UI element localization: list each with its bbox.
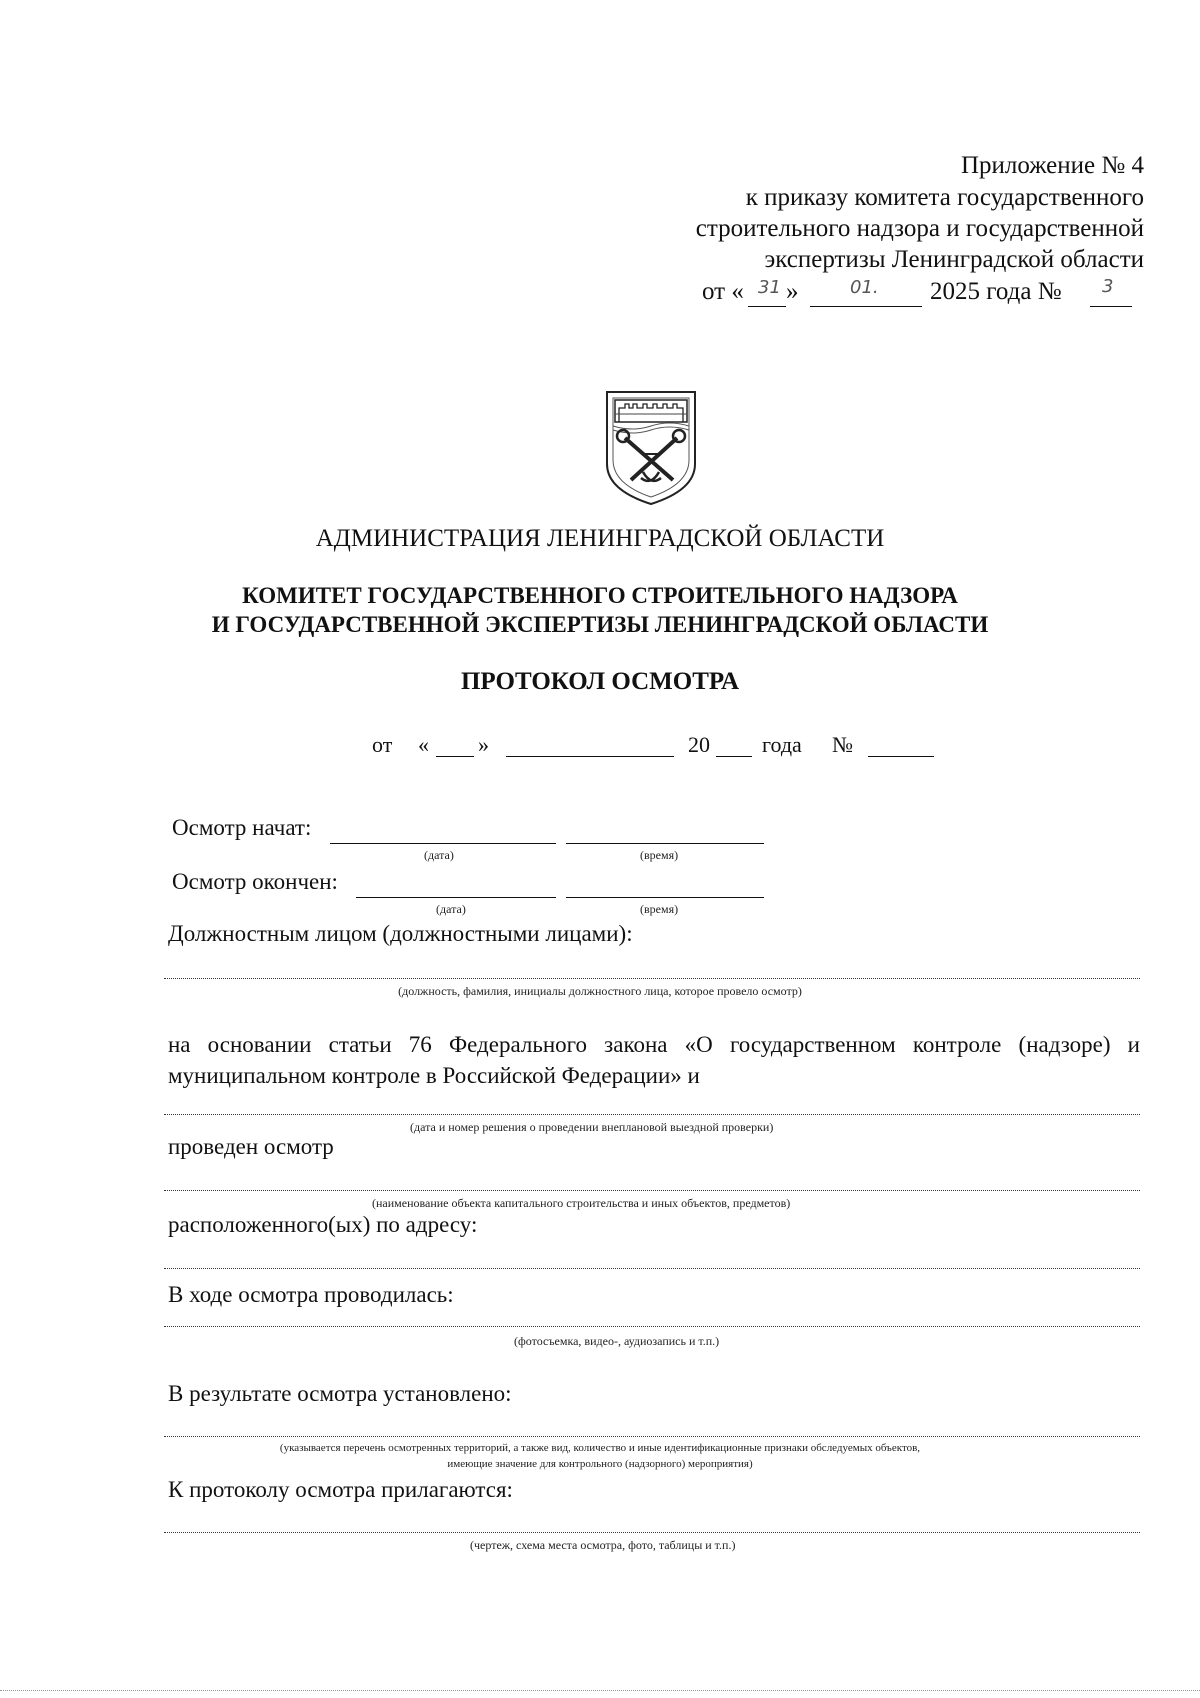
officials-blank[interactable] — [164, 978, 1140, 979]
appendix-from-open: от « — [702, 278, 744, 305]
date-quote-close: » — [478, 732, 489, 757]
started-time-blank[interactable] — [566, 843, 764, 844]
recording-blank[interactable] — [164, 1326, 1140, 1327]
month-blank[interactable] — [506, 756, 674, 757]
recording-label: В ходе осмотра проводилась: — [168, 1282, 454, 1307]
result-blank[interactable] — [164, 1436, 1140, 1437]
decision-blank[interactable] — [164, 1114, 1140, 1115]
started-time-caption: (время) — [640, 848, 679, 862]
started-date-caption: (дата) — [424, 848, 454, 862]
day-blank[interactable] — [436, 756, 474, 757]
attachments-label: К протоколу осмотра прилагаются: — [168, 1477, 513, 1502]
decision-caption: (дата и номер решения о проведении внеплановой выездной проверки) — [410, 1120, 774, 1134]
ended-label: Осмотр окончен: — [172, 869, 338, 894]
address-blank[interactable] — [164, 1268, 1140, 1269]
date-number-sign: № — [832, 732, 853, 757]
appendix-year-number: 2025 года № — [930, 278, 1062, 305]
object-blank[interactable] — [164, 1190, 1140, 1191]
started-label: Осмотр начат: — [172, 815, 312, 840]
committee-heading-line-1: КОМИТЕТ ГОСУДАРСТВЕННОГО СТРОИТЕЛЬНОГО НАДЗОРА — [242, 583, 958, 608]
conducted-label: проведен осмотр — [168, 1134, 334, 1159]
attachments-caption: (чертеж, схема места осмотра, фото, таблицы и т.п.) — [470, 1538, 736, 1552]
ended-time-blank[interactable] — [566, 897, 764, 898]
appendix-line-4: экспертизы Ленинградской области — [764, 246, 1144, 273]
appendix-number-handwritten: 3 — [1102, 276, 1114, 297]
administration-heading: АДМИНИСТРАЦИЯ ЛЕНИНГРАДСКОЙ ОБЛАСТИ — [315, 525, 885, 552]
appendix-line-3: строительного надзора и государственной — [695, 215, 1144, 242]
ended-time-caption: (время) — [640, 902, 679, 916]
appendix-line-1: Приложение № 4 — [960, 152, 1144, 179]
year-blank[interactable] — [716, 756, 752, 757]
recording-caption: (фотосъемка, видео-, аудиозапись и т.п.) — [514, 1334, 720, 1348]
date-century: 20 — [688, 732, 710, 757]
date-quote-open: « — [418, 732, 429, 757]
appendix-line-2: к приказу комитета государственного — [745, 184, 1144, 211]
officials-caption: (должность, фамилия, инициалы должностного лица, которое провело осмотр) — [398, 984, 802, 998]
coat-of-arms-icon — [603, 390, 699, 506]
result-label: В результате осмотра установлено: — [168, 1381, 512, 1406]
date-year-word: года — [762, 732, 802, 757]
committee-heading-line-2: И ГОСУДАРСТВЕННОЙ ЭКСПЕРТИЗЫ ЛЕНИНГРАДСКОЙ ОБЛАСТИ — [211, 612, 989, 637]
attachments-blank[interactable] — [164, 1532, 1140, 1533]
appendix-month-handwritten: 01. — [850, 277, 879, 298]
basis-line-1: на основании статьи 76 Федерального закона «О государственном контроле (надзоре) и — [168, 1032, 1140, 1057]
result-caption-line-2: имеющие значение для контрольного (надзорного) мероприятия) — [447, 1458, 753, 1470]
ended-date-caption: (дата) — [436, 902, 466, 916]
basis-line-2: муниципальном контроле в Российской Федерации» и — [168, 1063, 700, 1088]
document-title: ПРОТОКОЛ ОСМОТРА — [460, 668, 740, 695]
scan-edge-line — [0, 1690, 1200, 1691]
result-caption-line-1: (указывается перечень осмотренных территорий, а также вид, количество и иные идентификационные признаки обследуемых объектов, — [279, 1442, 921, 1454]
appendix-day-handwritten: 31 — [758, 277, 781, 298]
started-date-blank[interactable] — [330, 843, 556, 844]
ended-date-blank[interactable] — [356, 897, 556, 898]
officials-label: Должностным лицом (должностными лицами): — [168, 921, 633, 946]
object-caption: (наименование объекта капитального строительства и иных объектов, предметов) — [372, 1196, 791, 1210]
date-from: от — [372, 732, 393, 757]
appendix-from-close: » — [786, 278, 799, 305]
number-blank[interactable] — [868, 756, 934, 757]
address-label: расположенного(ых) по адресу: — [168, 1212, 478, 1237]
